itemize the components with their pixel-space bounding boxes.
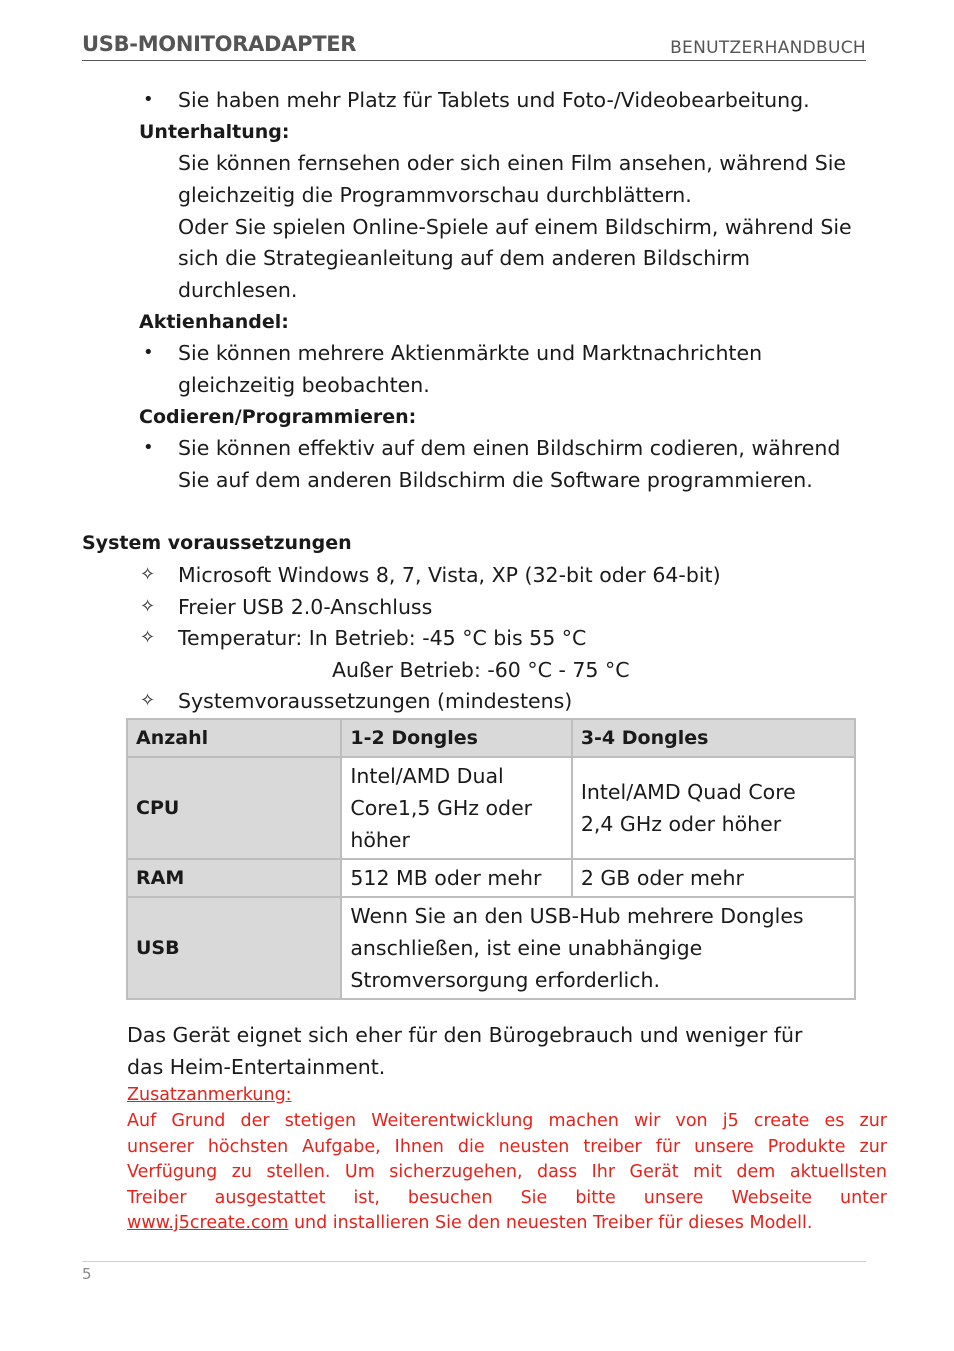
closing-line: das Heim-Entertainment. xyxy=(127,1055,386,1079)
heading-unterhaltung: Unterhaltung: xyxy=(139,121,290,143)
cell-line: Core1,5 GHz oder xyxy=(350,796,533,820)
ram-small-setup-cell: 512 MB oder mehr xyxy=(341,859,571,897)
row-label-usb: USB xyxy=(127,897,341,999)
cell-line: anschließen, ist eine unabhängige xyxy=(350,936,703,960)
entertainment-line: Sie können fernsehen oder sich einen Film ansehen, während Sie xyxy=(178,151,847,175)
heading-codieren: Codieren/Programmieren: xyxy=(139,406,417,428)
requirements-table xyxy=(126,718,856,1000)
row-label-ram: RAM xyxy=(127,859,341,897)
stocks-line: gleichzeitig beobachten. xyxy=(178,373,430,397)
bullet-dot: • xyxy=(143,437,154,458)
requirement-item: Microsoft Windows 8, 7, Vista, XP (32-bit oder 64-bit) xyxy=(178,563,721,587)
footer-rule xyxy=(82,1261,866,1262)
note-title: Zusatzanmerkung: xyxy=(127,1085,292,1105)
heading-aktienhandel: Aktienhandel: xyxy=(139,311,289,333)
closing-line: Das Gerät eignet sich eher für den Bürogebrauch und weniger für xyxy=(127,1023,803,1047)
star-bullet-icon: ✧ xyxy=(140,564,156,585)
usb-note-cell xyxy=(341,897,855,999)
header-subtitle: BENUTZERHANDBUCH xyxy=(670,38,866,58)
star-bullet-icon: ✧ xyxy=(140,627,156,648)
page-number: 5 xyxy=(82,1265,92,1283)
cpu-large-setup-cell xyxy=(572,757,855,859)
requirement-item: Freier USB 2.0-Anschluss xyxy=(178,595,433,619)
entertainment-line: gleichzeitig die Programmvorschau durchblättern. xyxy=(178,183,692,207)
table-header-cell: 1-2 Dongles xyxy=(341,719,571,757)
table-header-cell: 3-4 Dongles xyxy=(572,719,855,757)
requirement-item: Temperatur: In Betrieb: -45 °C bis 55 °C xyxy=(178,626,587,650)
cell-line: 2,4 GHz oder höher xyxy=(580,812,782,836)
cell-line: höher xyxy=(350,828,410,852)
table-row-ram xyxy=(127,859,855,897)
note-line: Verfügung zu stellen. Um sicherzugehen, dass Ihr Gerät mit dem aktuellsten xyxy=(127,1162,887,1182)
table-header-row xyxy=(127,719,855,757)
cell-line: Intel/AMD Quad Core xyxy=(580,780,796,804)
note-line: Auf Grund der stetigen Weiterentwicklung machen wir von j5 create es zur xyxy=(127,1111,887,1131)
requirement-item: Systemvoraussetzungen (mindestens) xyxy=(178,689,573,713)
note-body xyxy=(127,1109,887,1237)
website-link[interactable]: www.j5create.com xyxy=(127,1213,289,1233)
star-bullet-icon: ✧ xyxy=(140,690,156,711)
cell-line: Stromversorgung erforderlich. xyxy=(350,968,660,992)
heading-system-requirements: System voraussetzungen xyxy=(82,532,352,554)
entertainment-line: durchlesen. xyxy=(178,278,298,302)
coding-line: Sie können effektiv auf dem einen Bildschirm codieren, während xyxy=(178,436,841,460)
row-label-cpu: CPU xyxy=(127,757,341,859)
note-tail: und installieren Sie den neuesten Treiber für dieses Modell. xyxy=(288,1213,813,1233)
entertainment-line: Oder Sie spielen Online-Spiele auf einem Bildschirm, während Sie xyxy=(178,215,852,239)
note-line: unserer höchsten Aufgabe, Ihnen die neusten treiber für unsere Produkte zur xyxy=(127,1136,887,1157)
cell-line: Wenn Sie an den USB-Hub mehrere Dongles xyxy=(350,904,804,928)
cpu-small-setup-cell xyxy=(341,757,571,859)
bullet-dot: • xyxy=(143,342,154,363)
coding-line: Sie auf dem anderen Bildschirm die Software programmieren. xyxy=(178,468,813,492)
table-row-cpu xyxy=(127,757,855,859)
intro-bullet-text: Sie haben mehr Platz für Tablets und Foto-/Videobearbeitung. xyxy=(178,88,810,112)
page-header xyxy=(82,32,866,61)
header-title: USB-MONITORADAPTER xyxy=(82,32,357,56)
table-header-cell: Anzahl xyxy=(127,719,341,757)
ram-large-setup-cell: 2 GB oder mehr xyxy=(572,859,855,897)
cell-line: Intel/AMD Dual xyxy=(350,764,504,788)
bullet-dot: • xyxy=(143,89,154,110)
note-line: Treiber ausgestattet ist, besuchen Sie bitte unsere Webseite unter xyxy=(127,1187,887,1208)
note-line-last xyxy=(127,1211,887,1237)
star-bullet-icon: ✧ xyxy=(140,596,156,617)
stocks-line: Sie können mehrere Aktienmärkte und Marktnachrichten xyxy=(178,341,763,365)
requirement-temp-offline: Außer Betrieb: -60 °C - 75 °C xyxy=(332,658,630,682)
entertainment-line: sich die Strategieanleitung auf dem anderen Bildschirm xyxy=(178,246,750,270)
table-row-usb xyxy=(127,897,855,999)
